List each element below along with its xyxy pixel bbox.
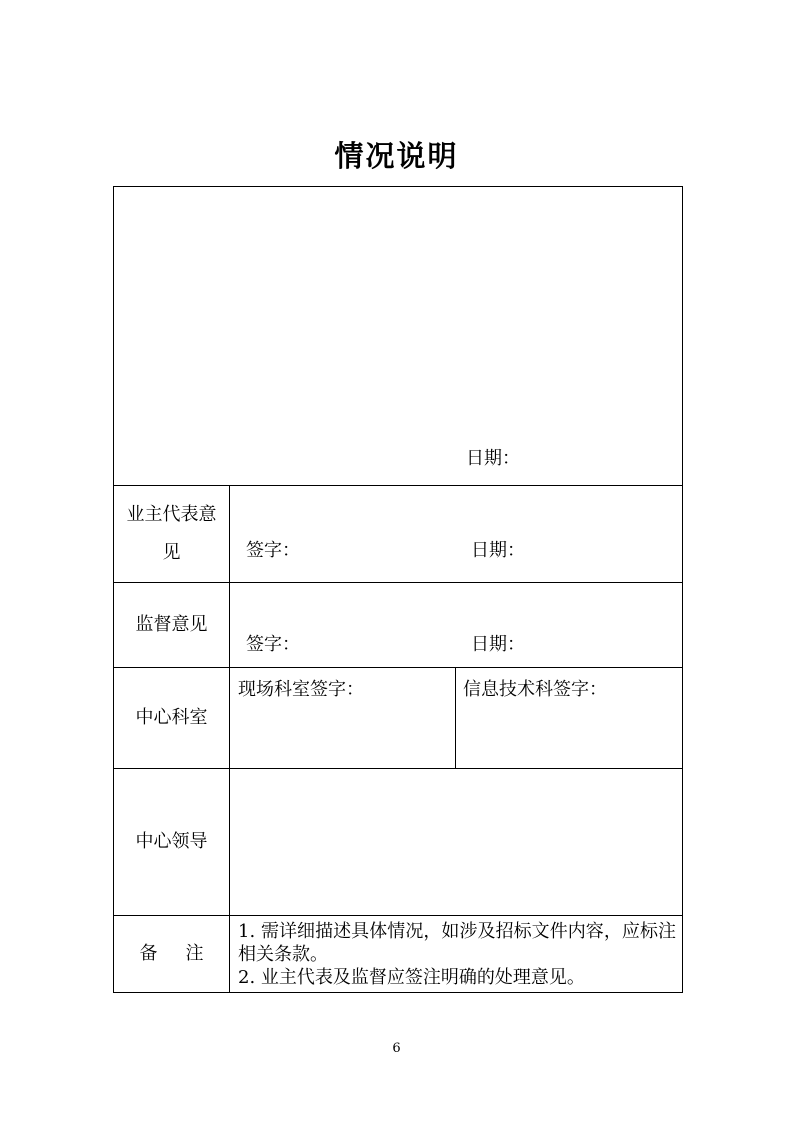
supervision-opinion-row xyxy=(114,583,683,668)
remarks-label-char-1: 备 xyxy=(139,943,158,964)
remarks-note-2: 2. 业主代表及监督应签注明确的处理意见。 xyxy=(238,967,585,988)
description-row xyxy=(114,187,683,486)
remarks-cell xyxy=(230,916,683,993)
situation-form-table xyxy=(113,186,683,993)
supervision-signature-label: 签字： xyxy=(246,634,300,655)
center-department-label: 中心科室 xyxy=(135,707,208,728)
remarks-row xyxy=(114,916,683,993)
supervision-opinion-cell xyxy=(230,583,683,668)
description-date-label: 日期： xyxy=(466,448,520,469)
page-title: 情况说明 xyxy=(334,139,459,173)
site-dept-signature-label: 现场科室签字： xyxy=(238,679,364,700)
owner-date-label: 日期： xyxy=(471,540,525,561)
site-dept-cell xyxy=(230,668,456,769)
description-cell xyxy=(114,187,683,486)
it-dept-signature-label: 信息技术科签字： xyxy=(463,679,607,700)
owner-opinion-cell xyxy=(230,486,683,583)
page-number: 6 xyxy=(392,1041,401,1056)
remarks-note-1: 1. 需详细描述具体情况，如涉及招标文件内容，应标注相关条款。 xyxy=(238,921,677,965)
supervision-date-label: 日期： xyxy=(471,634,525,655)
center-leader-label-cell xyxy=(114,769,230,916)
owner-opinion-row xyxy=(114,486,683,583)
remarks-label-char-2: 注 xyxy=(185,943,204,964)
owner-opinion-label: 业主代表意见 xyxy=(126,504,217,563)
owner-signature-label: 签字： xyxy=(246,540,300,561)
center-leader-row xyxy=(114,769,683,916)
supervision-opinion-label: 监督意见 xyxy=(135,614,208,635)
center-leader-label: 中心领导 xyxy=(135,831,208,852)
center-department-row xyxy=(114,668,683,769)
remarks-label-cell xyxy=(114,916,230,993)
remarks-label xyxy=(140,943,204,964)
center-department-label-cell xyxy=(114,668,230,769)
supervision-opinion-label-cell xyxy=(114,583,230,668)
owner-opinion-label-cell xyxy=(114,486,230,583)
center-leader-cell xyxy=(230,769,683,916)
it-dept-cell xyxy=(456,668,683,769)
